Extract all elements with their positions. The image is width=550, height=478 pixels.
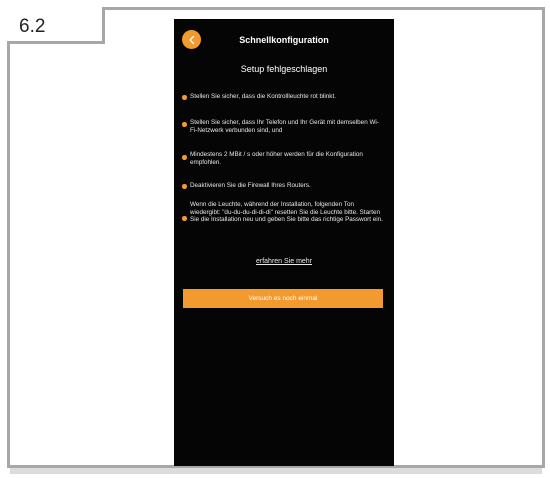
- bullet-icon: [182, 155, 187, 160]
- figure-label: 6.2: [7, 7, 105, 44]
- setup-failed-title: Setup fehlgeschlagen: [240, 64, 328, 74]
- hint-item: Stellen Sie sicher, dass die Kontrollleuchte rot blinkt.: [190, 93, 336, 100]
- phone-screen: [174, 19, 394, 466]
- screen-title: Schnellkonfiguration: [239, 35, 329, 45]
- bullet-icon: [182, 216, 187, 221]
- bullet-icon: [182, 122, 187, 127]
- hint-item: Wenn die Leuchte, während der Installation, folgenden Ton wiedergibt: "du-du-du-di-di-di" resetten Sie die Leuchte bitte. Starten Sie die Installation neu und geben Sie bitte das richtige Passwort ein.: [190, 201, 383, 224]
- retry-button[interactable]: Versuch es noch einmal: [183, 289, 383, 308]
- bullet-icon: [182, 184, 187, 189]
- bullet-icon: [182, 95, 187, 100]
- hint-item: Mindestens 2 MBit / s oder höher werden für die Konfiguration empfohlen.: [190, 151, 363, 166]
- learn-more-link[interactable]: erfahren Sie mehr: [255, 258, 313, 265]
- hint-item: Deaktivieren Sie die Firewall Ihres Routers.: [190, 182, 311, 189]
- bottom-divider: [10, 468, 542, 474]
- hint-item: Stellen Sie sicher, dass Ihr Telefon und Ihr Gerät mit demselben Wi-Fi-Netzwerk verbunden sind, und: [190, 119, 379, 134]
